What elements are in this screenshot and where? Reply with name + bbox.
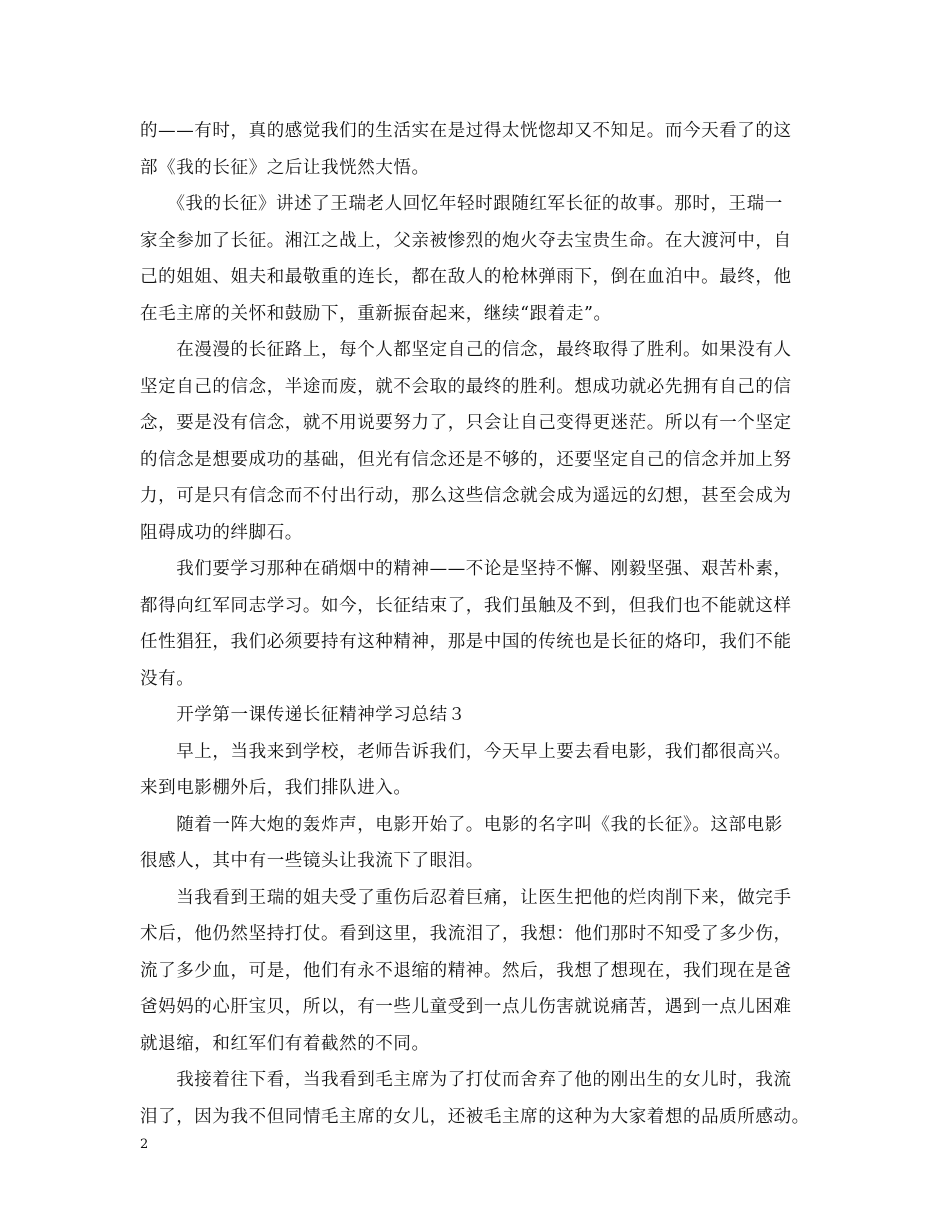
text-line: 爸妈妈的心肝宝贝，所以，有一些儿童受到一点儿伤害就说痛苦，遇到一点儿困难 [140, 997, 792, 1017]
text-line: 早上，当我来到学校，老师告诉我们，今天早上要去看电影，我们都很高兴。 [140, 741, 792, 762]
text-line: 很感人，其中有一些镜头让我流下了眼泪。 [140, 851, 484, 871]
text-line: 阻碍成功的绊脚石。 [140, 522, 303, 543]
text-line: 的——有时，真的感觉我们的生活实在是过得太恍惚却又不知足。而今天看了的这 [140, 121, 792, 141]
text-line: 我接着往下看，当我看到毛主席为了打仗而舍弃了他的刚出生的女儿时，我流 [140, 1070, 792, 1090]
text-line: 流了多少血，可是，他们有永不退缩的精神。然后，我想了想现在，我们现在是爸 [140, 960, 792, 981]
text-line: 我们要学习那种在硝烟中的精神——不论是坚持不懈、刚毅坚强、艰苦朴素， [140, 559, 792, 579]
text-line: 在毛主席的关怀和鼓励下，重新振奋起来，继续“跟着走”。 [140, 303, 612, 324]
body-text [140, 113, 820, 1135]
text-line: 的信念是想要成功的基础，但光有信念还是不够的，还要坚定自己的信念并加上努 [140, 449, 792, 470]
text-line: 来到电影棚外后，我们排队进入。 [140, 778, 412, 798]
text-line: 坚定自己的信念，半途而废，就不会取的最终的胜利。想成功就必先拥有自己的信 [140, 376, 792, 397]
section-heading: 开学第一课传递长征精神学习总结３ [140, 705, 466, 725]
text-line: 己的姐姐、姐夫和最敬重的连长，都在敌人的枪林弹雨下，倒在血泊中。最终，他 [140, 267, 792, 287]
text-line: 力，可是只有信念而不付出行动，那么这些信念就会成为遥远的幻想，甚至会成为 [140, 486, 792, 506]
text-line: 没有。 [140, 668, 195, 689]
text-line: 念，要是没有信念，就不用说要努力了，只会让自己变得更迷茫。所以有一个坚定 [140, 413, 792, 433]
text-line: 在漫漫的长征路上，每个人都坚定自己的信念，最终取得了胜利。如果没有人 [140, 340, 792, 360]
text-line: 当我看到王瑞的姐夫受了重伤后忍着巨痛，让医生把他的烂肉削下来，做完手 [140, 887, 792, 908]
text-line: 随着一阵大炮的轰炸声，电影开始了。电影的名字叫《我的长征》。这部电影 [140, 814, 783, 835]
text-line: 泪了，因为我不但同情毛主席的女儿，还被毛主席的这种为大家着想的品质所感动。 [140, 1106, 810, 1127]
text-line: 任性猖狂，我们必须要持有这种精神，那是中国的传统也是长征的烙印，我们不能 [140, 632, 792, 652]
text-line: 都得向红军同志学习。如今，长征结束了，我们虽触及不到，但我们也不能就这样 [140, 595, 792, 616]
text-line: 《我的长征》讲述了王瑞老人回忆年轻时跟随红军长征的故事。那时，王瑞一 [140, 194, 783, 214]
text-line: 术后，他仍然坚持打仗。看到这里，我流泪了，我想：他们那时不知受了多少伤， [140, 924, 792, 944]
text-line: 家全参加了长征。湘江之战上，父亲被惨烈的炮火夺去宝贵生命。在大渡河中，自 [140, 230, 792, 251]
text-line: 部《我的长征》之后让我恍然大悟。 [140, 157, 430, 178]
text-line: 就退缩，和红军们有着截然的不同。 [140, 1033, 430, 1054]
page-number: 2 [140, 1137, 149, 1152]
